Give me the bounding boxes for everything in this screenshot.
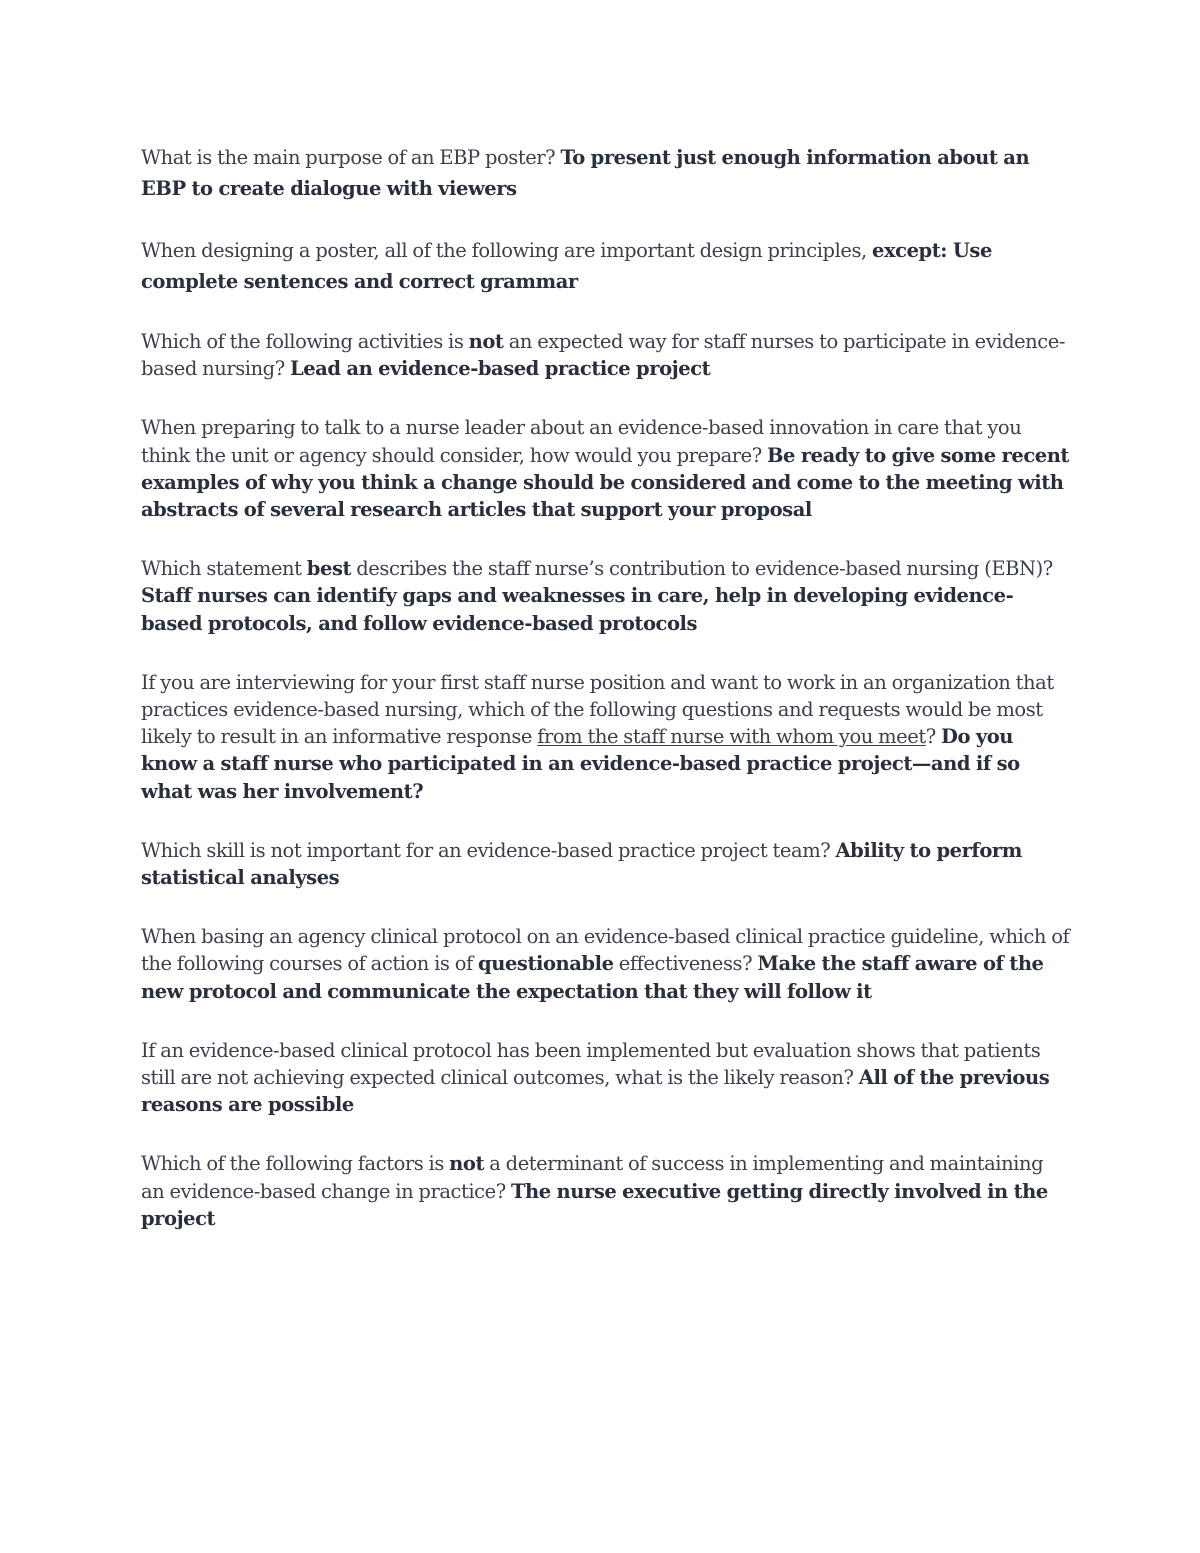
answer-text: Be ready to give some recent examples of why you think a change should be considered and come to the meeting with abstracts of several research articles that support your proposal	[141, 443, 1069, 522]
qa-item-9	[141, 1037, 1071, 1119]
qa-item-7	[141, 837, 1071, 891]
question-text: When preparing to talk to a nurse leader about an evidence-based innovation in care that you think the unit or agency should consider, how would you prepare?	[141, 416, 1022, 467]
answer-text: Do you know a staff nurse who participated in an evidence-based practice project—and if so what was her involvement?	[141, 725, 1020, 803]
qa-item-2	[141, 235, 1071, 297]
question-emphasis: not	[468, 330, 504, 353]
answer-text: Make the staff aware of the new protocol and communicate the expectation that they will follow it	[141, 952, 1044, 1003]
question-text: If an evidence-based clinical protocol has been implemented but evaluation shows that patients still are not achieving expected clinical outcomes, what is the likely reason?	[141, 1038, 1041, 1090]
qa-item-3	[141, 328, 1071, 382]
question-text: describes the staff nurse’s contribution to evidence-based nursing (EBN)?	[351, 557, 1053, 581]
question-text: What is the main purpose of an EBP poster?	[141, 146, 561, 169]
question-emphasis: questionable	[478, 952, 614, 976]
question-text: ?	[925, 725, 941, 749]
question-text: When designing a poster, all of the following are important design principles,	[141, 239, 873, 262]
answer-text: All of the previous reasons are possible	[141, 1066, 1050, 1117]
question-text: Which of the following factors is	[141, 1152, 450, 1176]
question-text: a determinant of success in implementing and maintaining an evidence-based change in practice?	[141, 1152, 1044, 1203]
qa-item-8	[141, 923, 1071, 1005]
question-text: Which statement	[141, 557, 307, 581]
question-text: Which skill is not important for an evidence-based practice project team?	[141, 838, 836, 862]
question-emphasis: best	[306, 557, 352, 581]
answer-text: except: Use complete sentences and correct grammar	[141, 239, 992, 293]
question-text: effectiveness?	[613, 952, 758, 976]
answer-text: The nurse executive getting directly involved in the project	[141, 1179, 1048, 1230]
qa-item-1	[141, 142, 1071, 204]
question-text: Which of the following activities is	[141, 330, 469, 353]
qa-item-10	[141, 1150, 1071, 1232]
answer-text: To present just enough information about an EBP to create dialogue with viewers	[141, 146, 1030, 200]
answer-text: Staff nurses can identify gaps and weaknesses in care, help in developing evidence-based protocols, and follow evidence-based protocols	[141, 584, 1014, 635]
answer-text: Lead an evidence-based practice project	[289, 357, 711, 381]
question-text: an expected way for staff nurses to participate in evidence-based nursing?	[141, 330, 1065, 381]
answer-text: Ability to perform statistical analyses	[141, 838, 1022, 890]
question-emphasis: not	[449, 1152, 484, 1176]
question-underlined: from the staff nurse with whom you meet	[537, 725, 926, 749]
question-text: If you are interviewing for your first staff nurse position and want to work in an organization that practices evidence-based nursing, which of the following questions and requests would be most likely to result in an informative response	[141, 670, 1054, 749]
qa-item-5	[141, 555, 1071, 637]
document-body	[141, 142, 1071, 1264]
question-text: When basing an agency clinical protocol on an evidence-based clinical practice guideline, which of the following courses of action is of	[141, 925, 1070, 976]
qa-item-6	[141, 669, 1071, 805]
qa-item-4	[141, 414, 1071, 523]
